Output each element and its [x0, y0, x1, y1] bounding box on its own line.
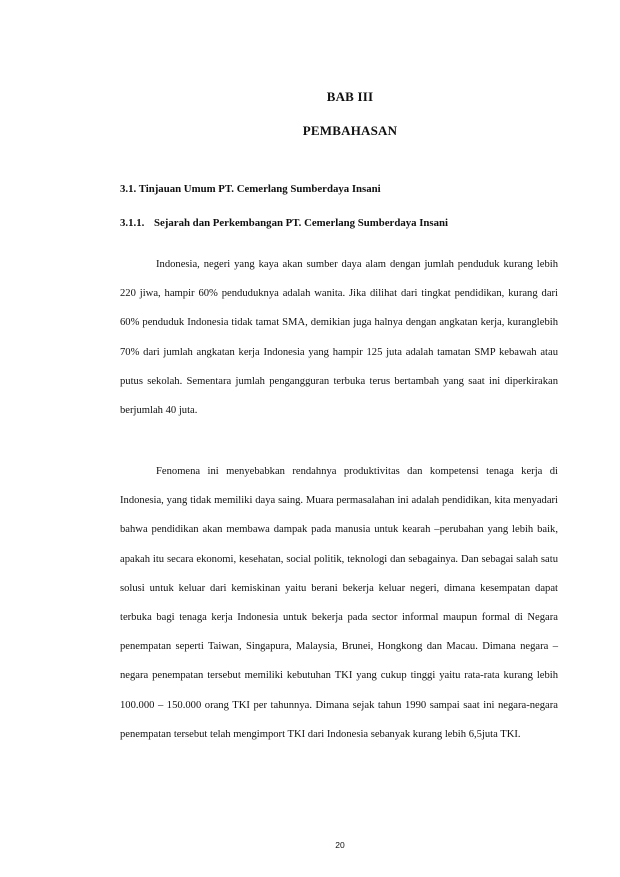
subsection-heading — [120, 217, 560, 229]
subsection-title: Sejarah dan Perkembangan PT. Cemerlang Sumberdaya Insani — [154, 217, 449, 229]
chapter-number: BAB III — [326, 89, 374, 104]
page-number: 20 — [335, 840, 345, 850]
chapter-title: PEMBAHASAN — [302, 123, 398, 138]
subsection-number: 3.1.1. — [120, 217, 145, 229]
paragraph — [120, 250, 558, 425]
section-heading: 3.1. Tinjauan Umum PT. Cemerlang Sumberdaya Insani — [120, 183, 381, 195]
paragraph — [120, 457, 558, 749]
paragraph-text: Fenomena ini menyebabkan rendahnya produktivitas dan kompetensi tenaga kerja di Indonesia, yang tidak memiliki daya saing. Muara permasalahan ini adalah pendidikan, kita menyadari bahwa pendidikan akan membawa dampak pada manusia untuk kearah –perubahan yang lebih baik, apakah itu secara ekonomi, kesehatan, social politik, teknologi dan sebagainya. Dan sebagai salah satu solusi untuk keluar dari kemiskinan yaitu berani bekerja keluar negeri, dimana kesempatan dapat terbuka bagi tenaga kerja Indonesia untuk bekerja pada sector informal maupun formal di Negara penempatan seperti Taiwan, Singapura, Malaysia, Brunei, Hongkong dan Macau. Dimana negara – negara penempatan tersebut memiliki kebutuhan TKI yang cukup tinggi yaitu rata-rata kurang lebih 100.000 – 150.000 orang TKI per tahunnya. Dimana sejak tahun 1990 sampai saat ini negara-negara penempatan tersebut telah mengimport TKI dari Indonesia sebanyak kurang lebih 6,5juta TKI. — [120, 466, 558, 740]
paragraph-text: Indonesia, negeri yang kaya akan sumber daya alam dengan jumlah penduduk kurang lebih 220 jiwa, hampir 60% penduduknya adalah wanita. Jika dilihat dari tingkat pendidikan, kurang dari 60% penduduk Indonesia tidak tamat SMA, demikian juga halnya dengan angkatan kerja, kuranglebih 70% dari jumlah angkatan kerja Indonesia yang hampir 125 juta adalah tamatan SMP kebawah atau putus sekolah. Sementara jumlah pengangguran terbuka terus bertambah yang saat ini diperkirakan berjumlah 40 juta. — [120, 259, 558, 417]
